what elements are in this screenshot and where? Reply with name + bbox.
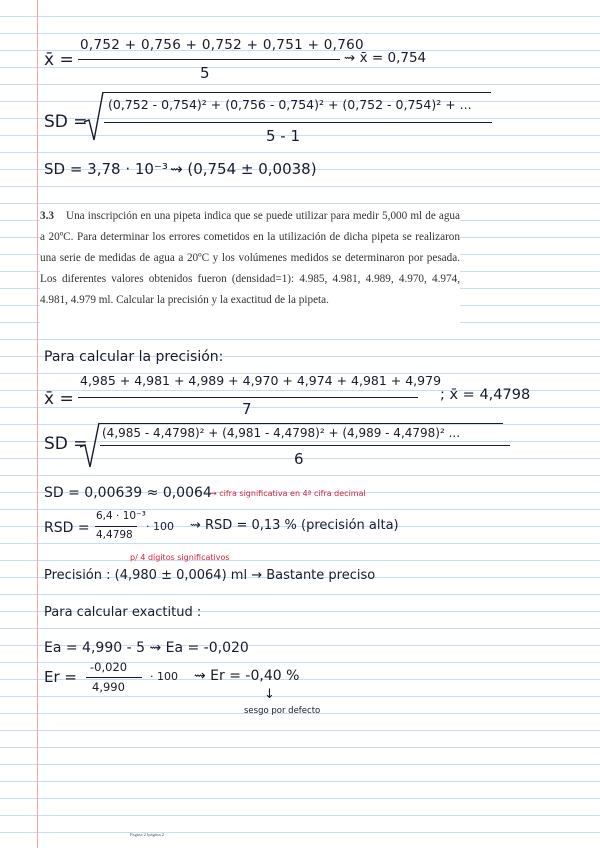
er-numerator: -0,020 [90,660,128,674]
mean-result-1: ⇝ x̄ = 0,754 [344,50,427,66]
problem-text: Una inscripción en una pipeta indica que se puede utilizar para medir 5,000 ml de agua a 20ºC. Para determinar los errores cometidos en la utilización de dicha pipeta se realizaron una serie de medidas de agua a 20ºC y los volúmenes medidos se determinaron por pesada. Los diferentes valores obtenidos fueron (densidad=1): 4.985, 4.981, 4.989, 4.970, 4.974, 4.981, 4.979 ml. Calcular la precisión y la exactitud de la pipeta. [40,210,460,306]
er-result: ⇝ Er = -0,40 % [194,668,300,684]
significant-figure-note: ⇝ cifra significativa en 4ª cifra decimal [210,489,366,498]
rsd-denominator: 4,4798 [96,529,133,541]
sd-label-2: SD = [44,434,88,454]
mean-label-1: x̄ = [44,50,74,70]
mean-denominator-2: 7 [242,400,252,418]
sqrt-bar [103,92,491,93]
er-label: Er = [44,668,77,686]
fraction-bar [86,677,142,678]
precision-result: Precisión : (4,980 ± 0,0064) ml → Bastante preciso [44,568,376,583]
accuracy-heading: Para calcular exactitud : [44,605,202,620]
sqrt-sign [80,423,100,469]
mean-numerator-1: 0,752 + 0,756 + 0,752 + 0,751 + 0,760 [80,37,364,53]
fraction-bar [78,397,418,398]
problem-number: 3.3 [40,210,54,222]
sd-interval-1: ⇝ (0,754 ± 0,0038) [170,160,317,178]
sd-label-1: SD = [44,112,88,132]
absolute-error-line: Ea = 4,990 - 5 ⇝ Ea = -0,020 [44,640,249,656]
sd-denominator-1: 5 - 1 [266,127,301,145]
mean-numerator-2: 4,985 + 4,981 + 4,989 + 4,970 + 4,974 + 4,981 + 4,979 [80,373,442,388]
er-denominator: 4,990 [92,680,125,694]
margin-line [37,0,38,848]
mean-denominator-1: 5 [200,64,210,82]
page-footer: Pagina 2 lpágina 2 [130,832,165,837]
fraction-bar [100,445,510,446]
rsd-label: RSD = [44,520,90,536]
fraction-bar [95,526,137,527]
mean-result-2: ; x̄ = 4,4798 [440,387,531,403]
sqrt-bar [99,423,503,424]
sd-result-1: SD = 3,78 · 10⁻³ [44,160,168,178]
rsd-result: ⇝ RSD = 0,13 % (precisión alta) [190,518,399,533]
sd-numerator-2: (4,985 - 4,4798)² + (4,981 - 4,4798)² + (4,989 - 4,4798)² ... [102,426,461,440]
rsd-numerator: 6,4 · 10⁻³ [96,510,146,522]
fraction-bar [78,59,340,60]
er-multiplier: · 100 [150,670,178,683]
sd-numerator-1: (0,752 - 0,754)² + (0,756 - 0,754)² + (0,752 - 0,754)² + ... [108,97,472,112]
precision-heading: Para calcular la precisión: [44,349,224,365]
fraction-bar [104,122,492,123]
sd-denominator-2: 6 [294,450,304,468]
down-arrow-icon: ↓ [264,687,275,702]
sd-result-2: SD = 0,00639 ≈ 0,0064 [44,485,212,501]
rsd-multiplier: · 100 [146,520,174,533]
sqrt-sign [84,92,104,142]
digits-note: p/ 4 dígitos significativos [130,553,230,562]
bias-note: sesgo por defecto [244,706,321,716]
problem-statement [40,206,460,334]
mean-label-2: x̄ = [44,389,74,409]
